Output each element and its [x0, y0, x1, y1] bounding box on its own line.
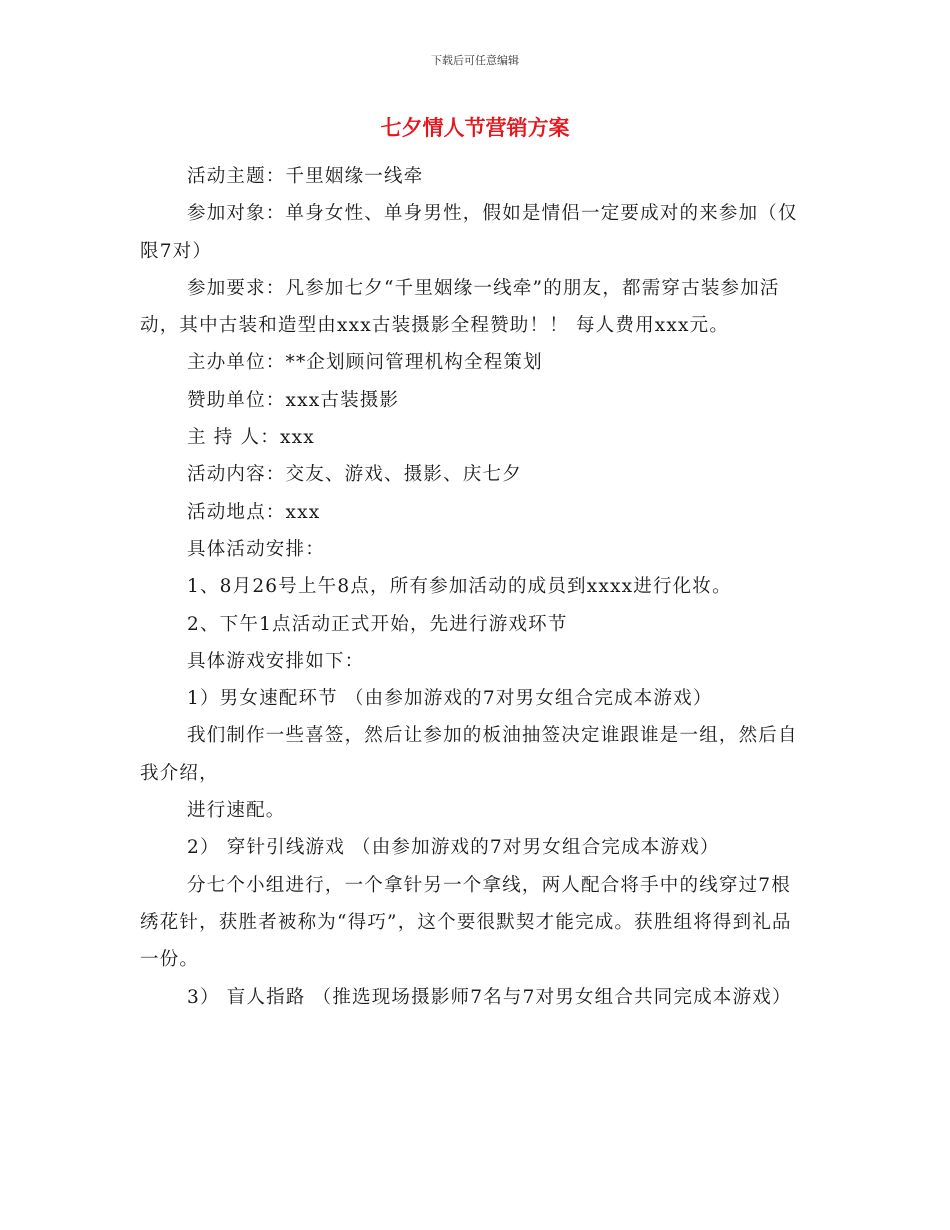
paragraph-game-1-desc-cont: 进行速配。	[187, 800, 286, 822]
paragraph-game-3: 3） 盲人指路 （推选现场摄影师7名与7对男女组合共同完成本游戏）	[187, 986, 792, 1008]
paragraph-organizer: 主办单位：**企划顾问管理机构全程策划	[187, 352, 543, 374]
paragraph-game-1-desc: 我们制作一些喜签，然后让参加的板油抽签决定谁跟谁是一组，然后自我介绍，	[140, 725, 798, 784]
paragraph-location: 活动地点：xxx	[187, 501, 321, 523]
paragraph-games-heading: 具体游戏安排如下：	[187, 650, 365, 672]
paragraph-schedule-2: 2、下午1点活动正式开始，先进行游戏环节	[187, 613, 568, 635]
paragraph-schedule-heading: 具体活动安排：	[187, 538, 325, 560]
paragraph-schedule-1: 1、8月26号上午8点，所有参加活动的成员到xxxx进行化妆。	[187, 576, 732, 598]
paragraph-host: 主 持 人：xxx	[187, 427, 315, 449]
paragraph-participants: 参加对象：单身女性、单身男性，假如是情侣一定要成对的来参加（仅限7对）	[140, 203, 798, 262]
document-title: 七夕情人节营销方案	[380, 116, 570, 140]
paragraph-game-2: 2） 穿针引线游戏 （由参加游戏的7对男女组合完成本游戏）	[187, 837, 720, 859]
paragraph-content: 活动内容：交友、游戏、摄影、庆七夕	[187, 464, 522, 486]
paragraph-sponsor: 赞助单位：xxx古装摄影	[187, 389, 400, 411]
document-body	[140, 158, 805, 1016]
paragraph-game-2-desc: 分七个小组进行，一个拿针另一个拿线，两人配合将手中的线穿过7根绣花针，获胜者被称为“得巧”，这个要很默契才能完成。获胜组将得到礼品一份。	[140, 874, 792, 971]
paragraph-game-1: 1）男女速配环节 （由参加游戏的7对男女组合完成本游戏）	[187, 688, 713, 710]
page-header: 下载后可任意编辑	[431, 54, 519, 67]
paragraph-requirements: 参加要求：凡参加七夕“千里姻缘一线牵”的朋友，都需穿古装参加活动，其中古装和造型由xxx古装摄影全程赞助！！ 每人费用xxx元。	[140, 277, 780, 337]
paragraph-theme: 活动主题：千里姻缘一线牵	[187, 166, 424, 187]
